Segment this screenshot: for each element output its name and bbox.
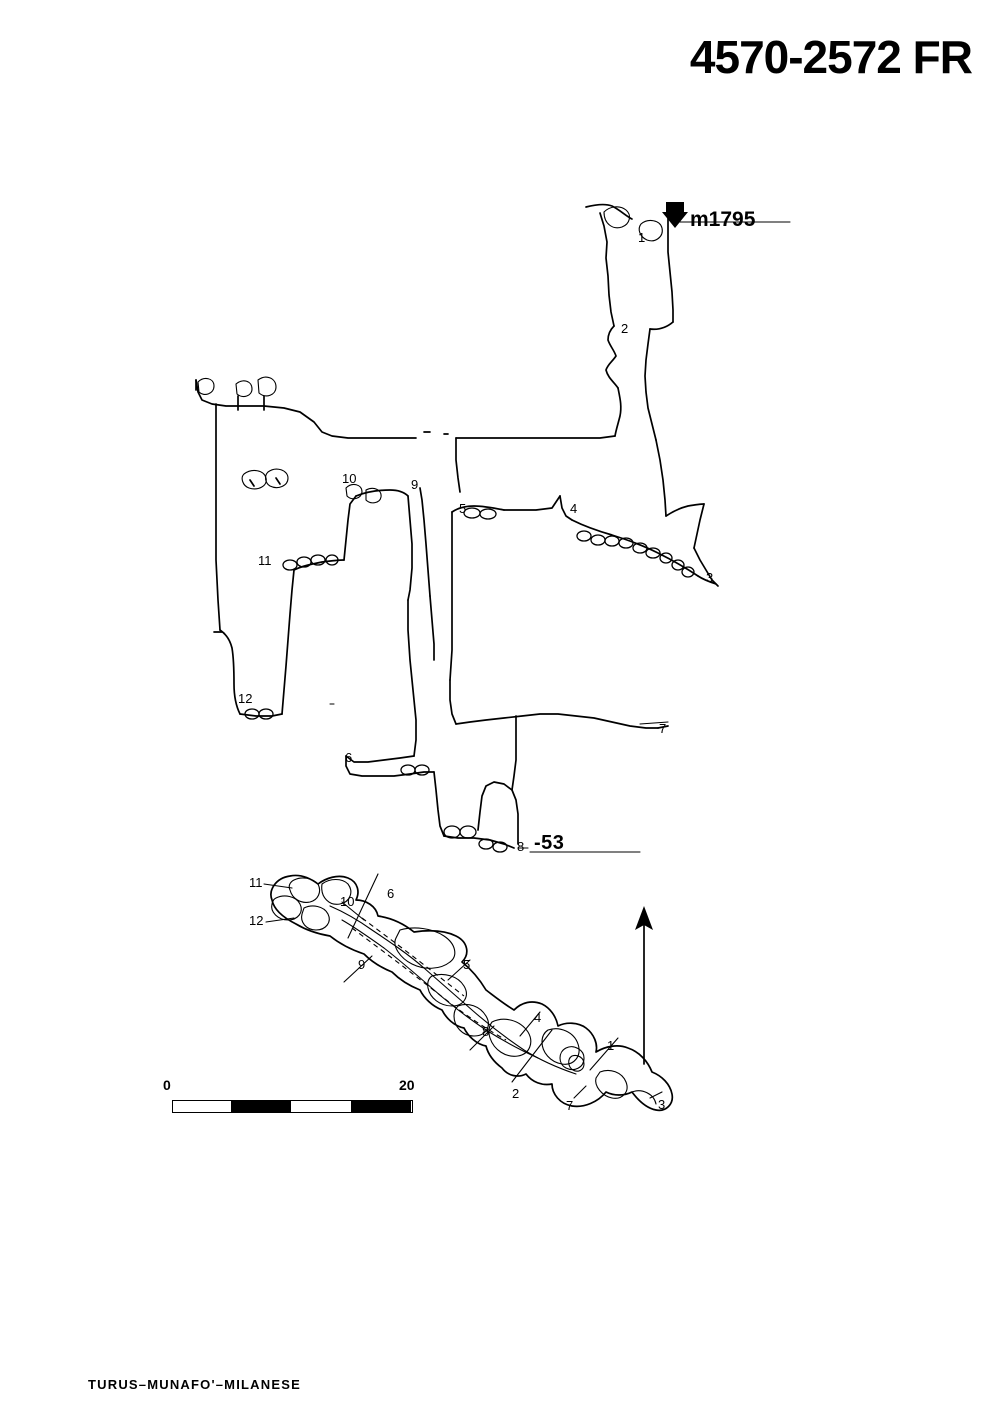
plan-station-label-2: 2: [512, 1086, 520, 1101]
plan-section: [264, 874, 672, 1113]
station-label-4: 4: [570, 501, 578, 516]
station-label-5: 5: [459, 501, 467, 516]
station-label-7: 7: [659, 721, 667, 736]
plan-station-label-10: 10: [340, 894, 355, 909]
survey-credit: TURUS–MUNAFO'–MILANESE: [88, 1377, 301, 1392]
station-label-6: 6: [345, 750, 353, 765]
plan-station-label-9: 9: [358, 957, 366, 972]
entrance-altitude-label: m1795: [690, 208, 756, 231]
plan-station-label-11: 11: [249, 875, 263, 890]
station-label-2: 2: [621, 321, 629, 336]
scale-bar: [172, 1100, 413, 1113]
plan-station-label-3: 3: [658, 1097, 666, 1112]
scale-min-label: 0: [163, 1077, 171, 1093]
plan-station-label-8: 8: [482, 1024, 490, 1039]
breakdown-symbols: [577, 531, 694, 577]
depth-label: -53: [534, 832, 565, 854]
plan-station-label-12: 12: [249, 913, 264, 928]
plan-station-label-5: 5: [463, 957, 471, 972]
entrance-arrow-icon: [660, 200, 690, 232]
station-label-9: 9: [411, 477, 419, 492]
station-label-1: 1: [638, 230, 646, 245]
station-label-3: 3: [706, 570, 714, 585]
station-label-11: 11: [258, 553, 272, 568]
plan-station-label-7: 7: [566, 1098, 574, 1113]
plan-station-label-4: 4: [534, 1010, 542, 1025]
profile-section: [196, 204, 790, 852]
plan-station-label-1: 1: [607, 1038, 615, 1053]
scale-max-label: 20: [399, 1077, 415, 1093]
station-label-10: 10: [342, 471, 357, 486]
station-label-12: 12: [238, 691, 253, 706]
page-title: 4570-2572 FR: [689, 31, 972, 83]
north-arrow-icon: [635, 906, 653, 1064]
plan-station-label-6: 6: [387, 886, 395, 901]
station-label-8: 8: [517, 839, 525, 854]
